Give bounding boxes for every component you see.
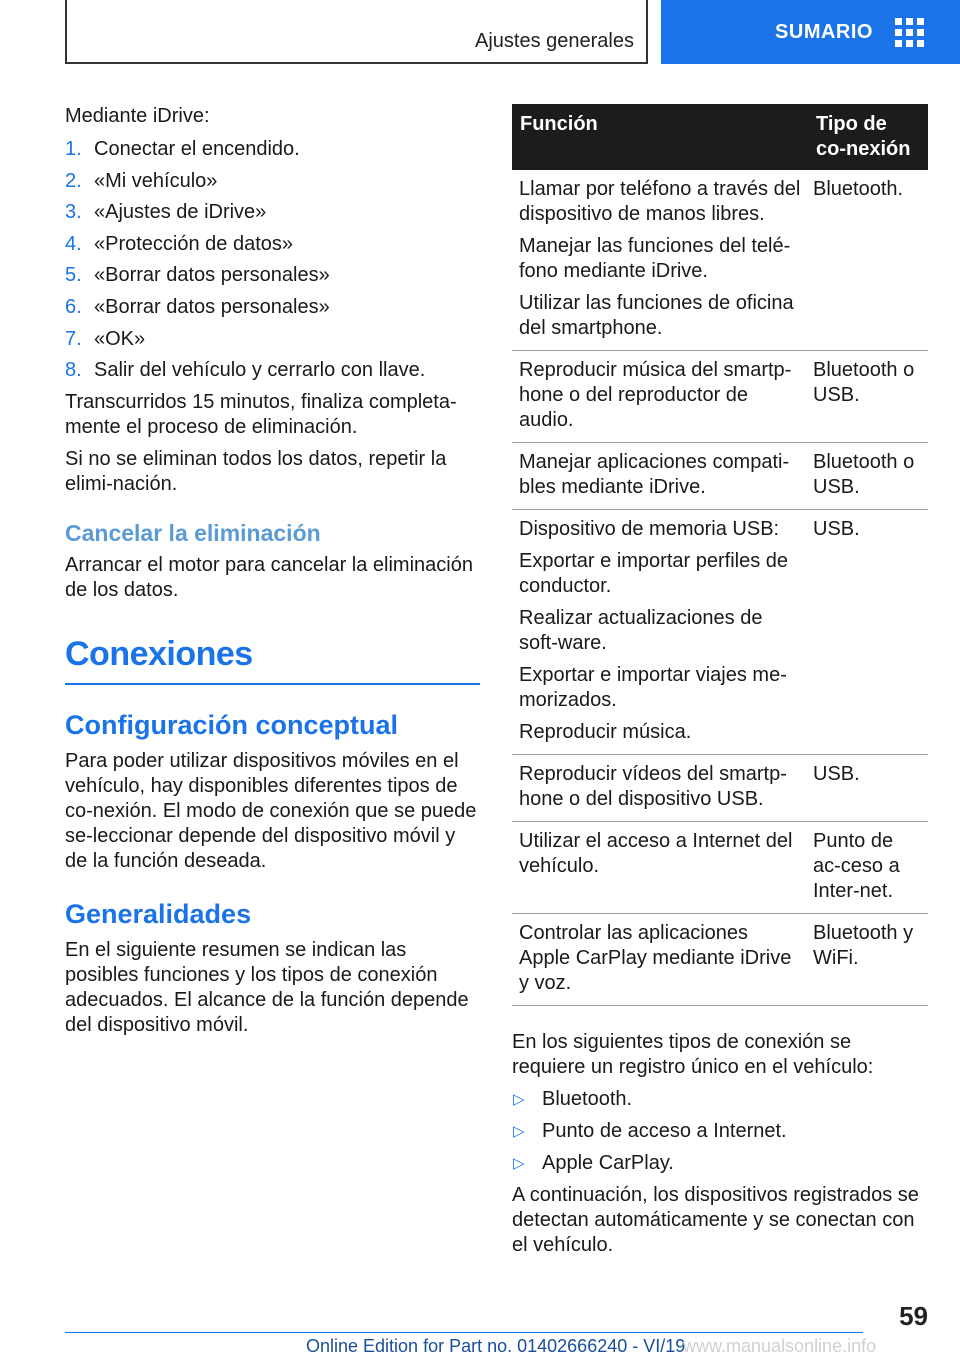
registration-paragraph: En los siguientes tipos de conexión se requiere un registro único en el vehículo: [512, 1031, 874, 1078]
connection-type-cell: Bluetooth y WiFi. [808, 914, 928, 1006]
table-header-row [512, 104, 928, 170]
function-cell [512, 443, 808, 510]
general-paragraph: En el siguiente resumen se indican las posibles funciones y los tipos de conexión adecuados. El alcance de la función depende del dispositivo móvil. [65, 938, 469, 1036]
table-row [512, 822, 928, 914]
edition-text: Online Edition for Part no. 01402666240 - VI/19 [306, 1336, 686, 1356]
step-text: Conectar el encendido. [94, 138, 300, 160]
table-row [512, 914, 928, 1006]
concept-heading: Configuración conceptual [65, 709, 399, 740]
triangle-bullet-icon: ▷ [513, 1123, 525, 1140]
step-number: 4. [65, 232, 82, 255]
list-item [512, 1087, 928, 1112]
cancel-paragraph: Arrancar el motor para cancelar la eliminación de los datos. [65, 553, 473, 601]
list-item [65, 327, 480, 352]
list-item [65, 232, 480, 257]
table-row [512, 170, 928, 351]
step-text: «OK» [94, 327, 146, 350]
list-item [65, 200, 480, 225]
function-line: Reproducir música del smartp-hone o del reproductor de audio. [519, 359, 792, 431]
list-item [512, 1119, 928, 1144]
step-number: 2. [65, 169, 82, 192]
registration-list [512, 1087, 928, 1176]
list-item [65, 137, 480, 162]
completion-paragraph: Transcurridos 15 minutos, finaliza completa-mente el proceso de eliminación. [65, 390, 457, 438]
function-cell [512, 755, 808, 822]
function-line: Dispositivo de memoria USB: [519, 518, 780, 540]
footer-divider [65, 1332, 863, 1333]
bullet-text: Bluetooth. [542, 1088, 633, 1110]
step-text: «Mi vehículo» [94, 169, 218, 192]
connection-type-cell: USB. [808, 755, 928, 822]
step-text: «Borrar datos personales» [94, 295, 330, 318]
bullet-text: Punto de acceso a Internet. [542, 1120, 787, 1142]
list-item [65, 358, 480, 383]
step-number: 6. [65, 295, 82, 318]
function-cell [512, 822, 808, 914]
step-number: 3. [65, 201, 82, 224]
general-heading: Generalidades [65, 898, 252, 929]
table-row [512, 510, 928, 755]
list-item [65, 263, 480, 288]
right-column [512, 104, 928, 1258]
function-line: Exportar e importar viajes me-morizados. [519, 664, 787, 711]
connection-type-cell: Bluetooth o USB. [808, 443, 928, 510]
function-line: Exportar e importar perfiles de conductor. [519, 550, 789, 597]
function-line: Realizar actualizaciones de soft-ware. [519, 607, 763, 654]
table-row [512, 351, 928, 443]
left-column [65, 104, 480, 1038]
function-cell [512, 351, 808, 443]
function-line: Manejar las funciones del telé-fono mediante iDrive. [519, 235, 791, 282]
steps-list [65, 137, 480, 383]
sumario-label: SUMARIO [775, 20, 873, 43]
function-line: Reproducir música. [519, 721, 692, 743]
connection-type-cell: Punto de ac-ceso a Inter-net. [808, 822, 928, 914]
step-text: «Borrar datos personales» [94, 264, 330, 287]
intro-text: Mediante iDrive: [65, 105, 210, 127]
list-item [65, 295, 480, 320]
connection-type-cell: Bluetooth. [808, 170, 928, 351]
step-number: 7. [65, 327, 82, 350]
sumario-button[interactable] [661, 0, 960, 64]
header-connection-type: Tipo de co-nexión [808, 104, 928, 170]
connection-type-cell: Bluetooth o USB. [808, 351, 928, 443]
connection-table [512, 104, 928, 1006]
step-number: 5. [65, 264, 82, 287]
table-row [512, 443, 928, 510]
function-line: Controlar las aplicaciones Apple CarPlay mediante iDrive y voz. [519, 922, 792, 994]
step-text: «Protección de datos» [94, 232, 294, 255]
section-title: Ajustes generales [475, 30, 634, 52]
header-section-box [65, 0, 648, 64]
cancel-heading: Cancelar la eliminación [65, 519, 321, 546]
title-divider [65, 683, 480, 685]
connection-type-cell: USB. [808, 510, 928, 755]
table-row [512, 755, 928, 822]
function-line: Llamar por teléfono a través del dispositivo de manos libres. [519, 178, 801, 225]
function-line: Utilizar las funciones de oficina del smartphone. [519, 292, 794, 339]
step-text: «Ajustes de iDrive» [94, 201, 267, 224]
bullet-text: Apple CarPlay. [542, 1152, 674, 1174]
concept-paragraph: Para poder utilizar dispositivos móviles en el vehículo, hay disponibles diferentes tipos de co-nexión. El modo de conexión que se puede se-leccionar depende del dispositivo móvil y de la función deseada. [65, 749, 477, 872]
table-body [512, 170, 928, 1006]
page-number: 59 [899, 1301, 928, 1331]
function-cell [512, 170, 808, 351]
step-text: Salir del vehículo y cerrarlo con llave. [94, 359, 426, 382]
watermark-text: www.manualsonline.info [683, 1336, 877, 1356]
triangle-bullet-icon: ▷ [513, 1155, 525, 1172]
repeat-paragraph: Si no se eliminan todos los datos, repetir la elimi-nación. [65, 447, 447, 495]
function-cell [512, 510, 808, 755]
list-item [512, 1151, 928, 1176]
list-item [65, 169, 480, 194]
function-line: Reproducir vídeos del smartp-hone o del dispositivo USB. [519, 763, 787, 810]
step-number: 8. [65, 359, 82, 382]
step-number: 1. [65, 138, 82, 160]
function-line: Manejar aplicaciones compati-bles mediante iDrive. [519, 451, 790, 498]
grid-icon [895, 18, 924, 47]
page-title: Conexiones [65, 634, 253, 673]
triangle-bullet-icon: ▷ [513, 1091, 525, 1108]
header-function: Función [512, 104, 808, 170]
function-cell [512, 914, 808, 1006]
function-line: Utilizar el acceso a Internet del vehículo. [519, 830, 793, 877]
closing-paragraph: A continuación, los dispositivos registrados se detectan automáticamente y se conectan con el vehículo. [512, 1184, 919, 1256]
